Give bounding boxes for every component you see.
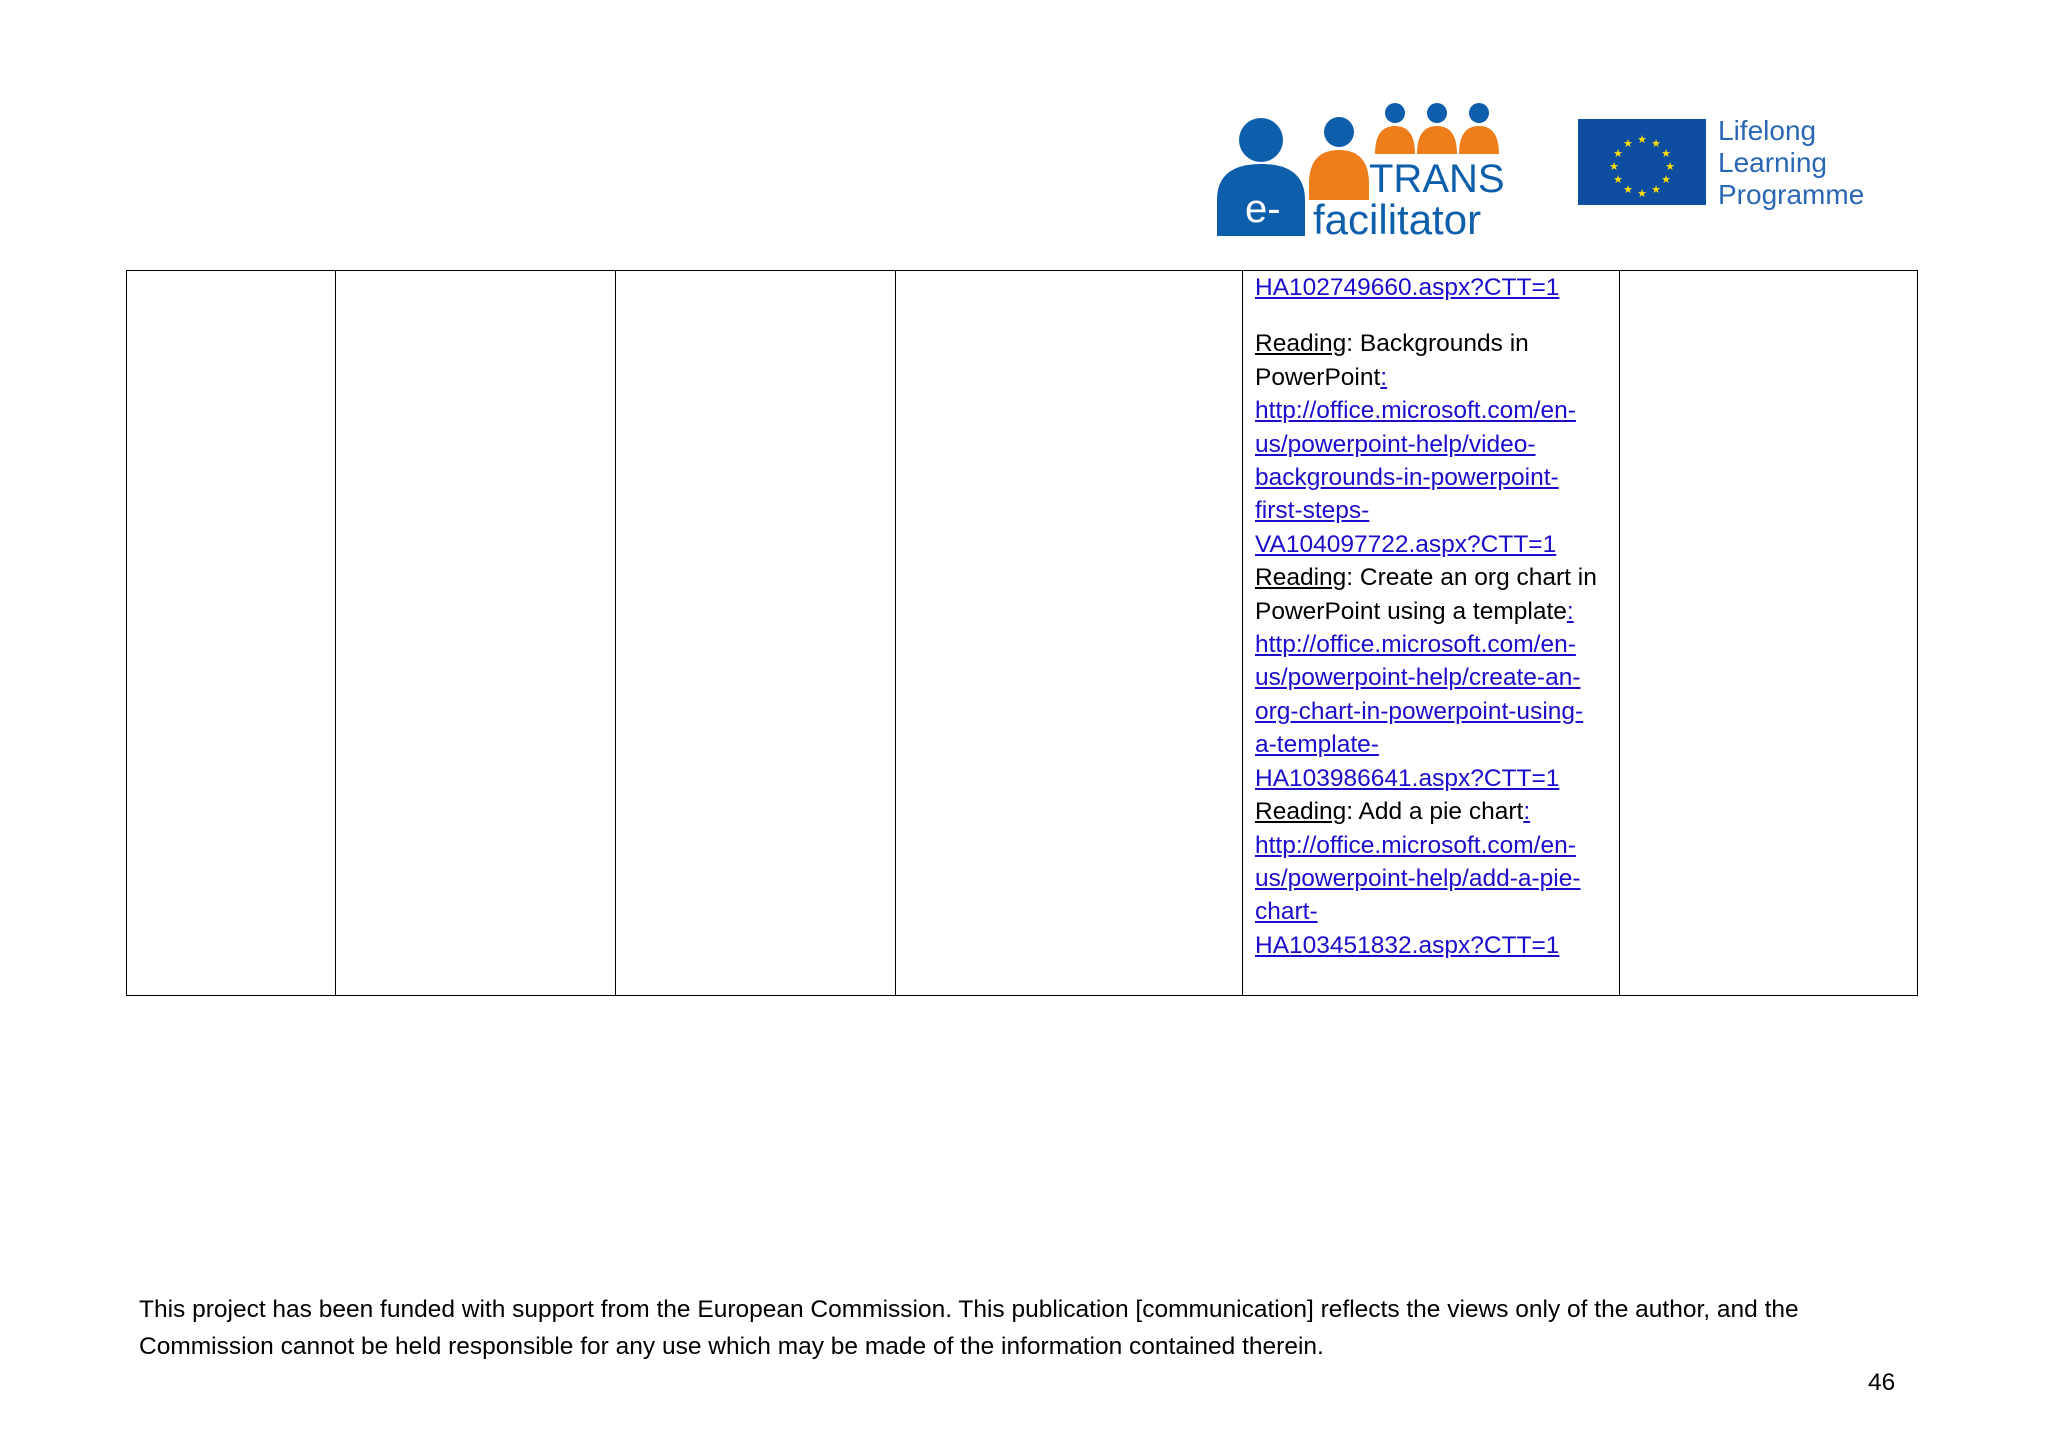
reading-url-line[interactable]: VA104097722.aspx?CTT=1 [1255, 530, 1557, 558]
logo-prefix-text: e- [1245, 187, 1281, 231]
svg-text:★: ★ [1651, 183, 1661, 196]
eu-programme-name [1718, 115, 1888, 211]
resources-cell [1243, 271, 1620, 996]
content-table [126, 270, 1918, 996]
svg-text:★: ★ [1609, 160, 1619, 173]
reading-url-line[interactable]: us/powerpoint-help/create-an- [1255, 664, 1581, 692]
reading-title: : Create an org chart in PowerPoint using a template [1255, 564, 1597, 625]
reading-title: : Add a pie chart [1346, 798, 1524, 826]
disclaimer-line-1: This project has been funded with support from the European Commission. This publication [communication] reflects the views only of the author, and the [139, 1296, 1799, 1323]
table-cell-6 [1620, 271, 1918, 996]
svg-text:★: ★ [1637, 187, 1647, 200]
e-trans-facilitator-logo [1215, 100, 1505, 240]
eu-text-line-2: Learning [1718, 147, 1827, 178]
reading-entry-3 [1255, 795, 1607, 962]
content-table-wrapper [126, 270, 1918, 996]
reading-url-line[interactable]: HA103986641.aspx?CTT=1 [1255, 764, 1560, 792]
reading-url-line[interactable]: us/powerpoint-help/add-a-pie- [1255, 864, 1581, 892]
logo-trans-text: TRANS [1369, 157, 1505, 201]
table-cell-4 [896, 271, 1243, 996]
reading-url-line[interactable]: org-chart-in-powerpoint-using- [1255, 697, 1584, 725]
svg-text:★: ★ [1665, 160, 1675, 173]
svg-text:★: ★ [1623, 183, 1633, 196]
reading-url-line[interactable]: http://office.microsoft.com/en- [1255, 631, 1576, 659]
reading-colon-link[interactable]: : [1566, 597, 1574, 625]
reading-url-line[interactable]: http://office.microsoft.com/en- [1255, 831, 1576, 859]
reading-label: Reading [1255, 330, 1347, 358]
svg-text:★: ★ [1651, 137, 1661, 150]
reading-url-line[interactable]: first-steps- [1255, 497, 1370, 525]
table-cell-1 [127, 271, 336, 996]
reading-url-line[interactable]: http://office.microsoft.com/en- [1255, 397, 1576, 425]
lifelong-learning-programme-logo [1578, 115, 1878, 211]
svg-text:★: ★ [1623, 137, 1633, 150]
disclaimer-line-2: Commission cannot be held responsible for any use which may be made of the information contained therein. [139, 1333, 1324, 1360]
svg-text:★: ★ [1637, 133, 1647, 146]
reading-entry-2 [1255, 561, 1607, 795]
svg-text:★: ★ [1613, 147, 1623, 160]
svg-text:★: ★ [1661, 147, 1671, 160]
svg-text:★: ★ [1613, 173, 1623, 186]
eu-text-line-1: Lifelong [1718, 115, 1817, 146]
page-number: 46 [1868, 1369, 1896, 1396]
reading-url-line[interactable]: us/powerpoint-help/video- [1255, 430, 1536, 458]
reading-url-line[interactable]: chart- [1255, 898, 1318, 926]
svg-text:★: ★ [1661, 173, 1671, 186]
table-cell-3 [616, 271, 896, 996]
funding-disclaimer [139, 1291, 1939, 1365]
eu-flag-icon [1578, 119, 1706, 205]
eu-text-line-3: Programme [1718, 179, 1865, 210]
reading-label: Reading [1255, 798, 1347, 826]
resource-link-top[interactable]: HA102749660.aspx?CTT=1 [1255, 274, 1560, 301]
reading-label: Reading [1255, 564, 1347, 592]
table-cell-2 [336, 271, 616, 996]
reading-title: : Backgrounds in PowerPoint [1255, 330, 1529, 391]
reading-colon-link[interactable]: : [1380, 363, 1388, 391]
reading-url-line[interactable]: HA103451832.aspx?CTT=1 [1255, 931, 1560, 959]
reading-entry-1 [1255, 327, 1607, 561]
reading-url-line[interactable]: backgrounds-in-powerpoint- [1255, 464, 1559, 492]
table-row [127, 271, 1918, 996]
reading-colon-link[interactable]: : [1523, 798, 1531, 826]
reading-url-line[interactable]: a-template- [1255, 731, 1379, 759]
logo-facilitator-text: facilitator [1313, 196, 1482, 240]
